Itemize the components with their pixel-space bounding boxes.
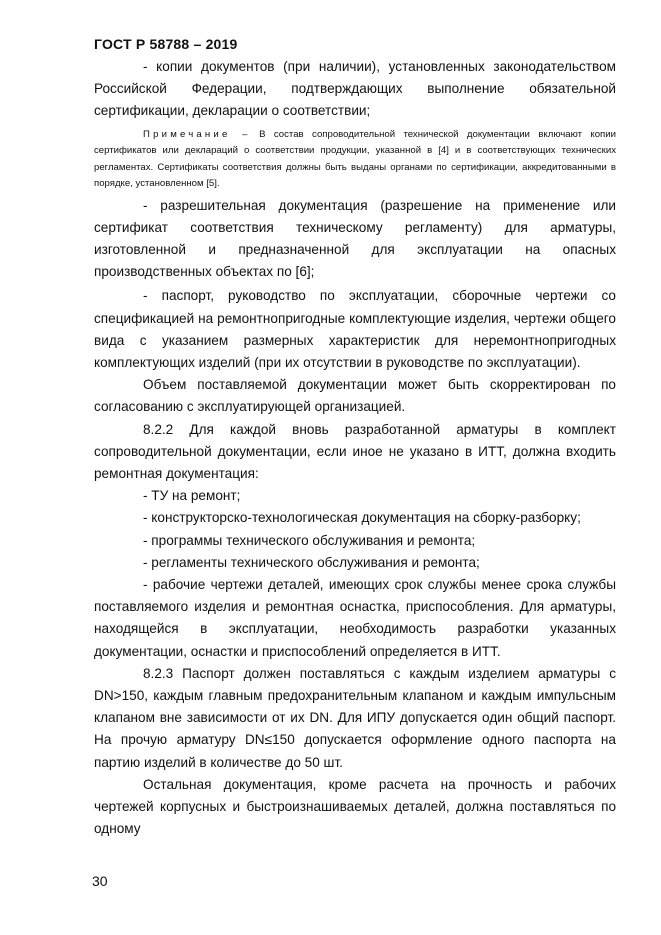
list-item-maintenance-regulations: - регламенты технического обслуживания и ремонта; bbox=[143, 554, 480, 570]
paragraph-documentation-scope: Объем поставляемой документации может быть скорректирован по согласованию с эксплуатирующей организацией. bbox=[94, 377, 616, 415]
paragraph-copies-of-documents: - копии документов (при наличии), установленных законодательством Российской Федерации, подтверждающих выполнение обязательной сертификации, декларации о соответствии; bbox=[94, 59, 616, 119]
note-text: В состав сопроводительной технической документации включают копии сертификатов или деклараций о соответствии продукции, указанной в [4] и в соответствующих технических регламентах. Сертификаты соответствия должны быть выданы органами по сертификации, аккредитованными в порядке, установленном [5]. bbox=[94, 128, 616, 190]
list-item-maintenance-programs: - программы технического обслуживания и ремонта; bbox=[143, 532, 476, 548]
list-item-working-drawings: - рабочие чертежи деталей, имеющих срок службы менее срока службы поставляемого изделия и ремонтная оснастка, приспособления. Для арматуры, находящейся в эксплуатации, необходимость разработки указанных документации, оснастки и приспособлений определяется в ИТТ. bbox=[94, 577, 616, 659]
paragraph-other-documentation: Остальная документация, кроме расчета на прочность и рабочих чертежей корпусных и быстроизнашиваемых деталей, должна поставляться по одному bbox=[94, 776, 616, 837]
paragraph-passport-manual: - паспорт, руководство по эксплуатации, сборочные чертежи со спецификацией на ремонтнопригодные комплектующие изделия, чертежи общего вида с указанием размерных характеристик для неремонтнопригодных комплектующих изделий (при их отсутствии в руководстве по эксплуатации). bbox=[94, 288, 616, 371]
page-number: 30 bbox=[92, 873, 108, 889]
document-header: ГОСТ Р 58788 – 2019 bbox=[94, 36, 238, 52]
list-item-tu-repair: - ТУ на ремонт; bbox=[143, 488, 241, 504]
list-item-design-docs: - конструкторско-технологическая документация на сборку-разборку; bbox=[143, 510, 581, 526]
note-block bbox=[94, 127, 616, 193]
paragraph-8-2-3: 8.2.3 Паспорт должен поставляться с каждым изделием арматуры с DN>150, каждым главным предохранительным клапаном и каждым импульсным клапаном вне зависимости от их DN. Для ИПУ допускается один общий паспорт. На прочую арматуру DN≤150 допускается оформление одного паспорта на партию изделий в количестве до 50 шт. bbox=[94, 665, 616, 770]
note-label: Примечание – bbox=[143, 128, 251, 140]
paragraph-permit-documentation: - разрешительная документация (разрешение на применение или сертификат соответствия техническому регламенту) для арматуры, изготовленной и предназначенной для эксплуатации на опасных производственных объектах по [6]; bbox=[94, 197, 616, 280]
paragraph-8-2-2: 8.2.2 Для каждой вновь разработанной арматуры в комплект сопроводительной документации, если иное не указано в ИТТ, должна входить ремонтная документация: bbox=[94, 421, 616, 482]
document-body bbox=[94, 56, 616, 841]
